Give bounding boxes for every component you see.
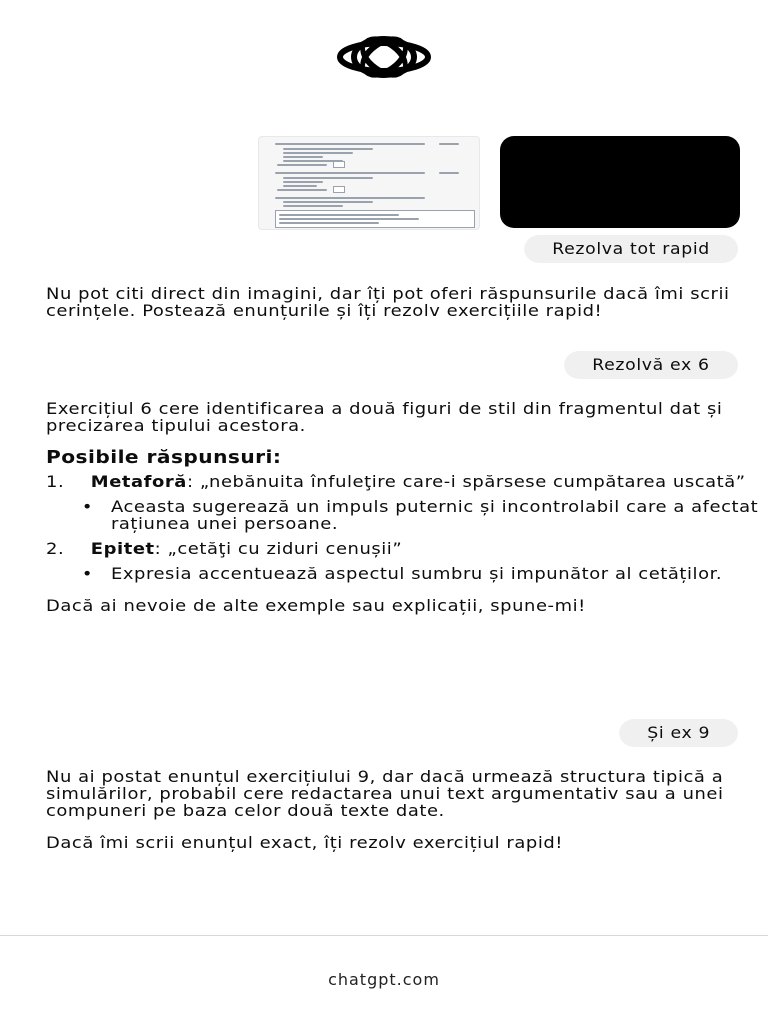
list-number: 2. xyxy=(46,539,65,558)
assistant-paragraph: Exercițiul 6 cere identificarea a două figuri de stil din fragmentul dat și precizarea tipului acestora. xyxy=(46,399,723,435)
figure-explanation: Expresia accentuează aspectul sumbru și impunător al cetăților. xyxy=(110,564,723,583)
figure-quote: : „cetăţi cu ziduri cenușii” xyxy=(154,539,403,558)
figure-quote: : „nebănuita înfuleţire care-i spărsese cumpătarea uscată” xyxy=(186,472,746,491)
assistant-paragraph: Dacă ai nevoie de alte exemple sau explicații, spune-mi! xyxy=(46,596,586,615)
user-message: Rezolva tot rapid xyxy=(524,235,738,263)
footer-divider xyxy=(0,935,768,936)
bullet-icon: • xyxy=(81,564,93,583)
assistant-paragraph: Nu ai postat enunțul exercițiului 9, dar dacă urmează structura tipică a simulărilor, probabil cere redactarea unui text argumentativ sau a unei compuneri pe baza celor două texte date. xyxy=(46,767,724,820)
figure-term: Epitet xyxy=(90,539,155,558)
openai-logo-icon xyxy=(329,32,439,82)
assistant-message xyxy=(46,768,768,851)
list-item xyxy=(46,540,768,557)
footer-domain[interactable]: chatgpt.com xyxy=(328,970,440,989)
attached-image-thumbnail[interactable] xyxy=(258,136,480,230)
list-item xyxy=(46,565,768,582)
list-number: 1. xyxy=(46,472,65,491)
figure-explanation: Aceasta sugerează un impuls puternic și incontrolabil care a afectat rațiunea unei persoane. xyxy=(110,497,759,533)
list-item xyxy=(46,498,768,532)
assistant-paragraph: Nu pot citi direct din imagini, dar îți pot oferi răspunsurile dacă îmi scrii cerințele. Postează enunțurile și îți rezolv exercițiile rapid! xyxy=(46,284,730,320)
assistant-message xyxy=(46,285,768,319)
redacted-image xyxy=(500,136,740,228)
list-item xyxy=(46,473,768,490)
bullet-icon: • xyxy=(81,497,93,516)
assistant-message xyxy=(46,400,768,614)
answer-heading: Posibile răspunsuri: xyxy=(46,447,282,468)
figure-term: Metaforă xyxy=(90,472,187,491)
assistant-paragraph: Dacă îmi scrii enunțul exact, îți rezolv exercițiul rapid! xyxy=(46,833,564,852)
user-message: Și ex 9 xyxy=(619,719,738,747)
user-message: Rezolvă ex 6 xyxy=(564,351,738,379)
